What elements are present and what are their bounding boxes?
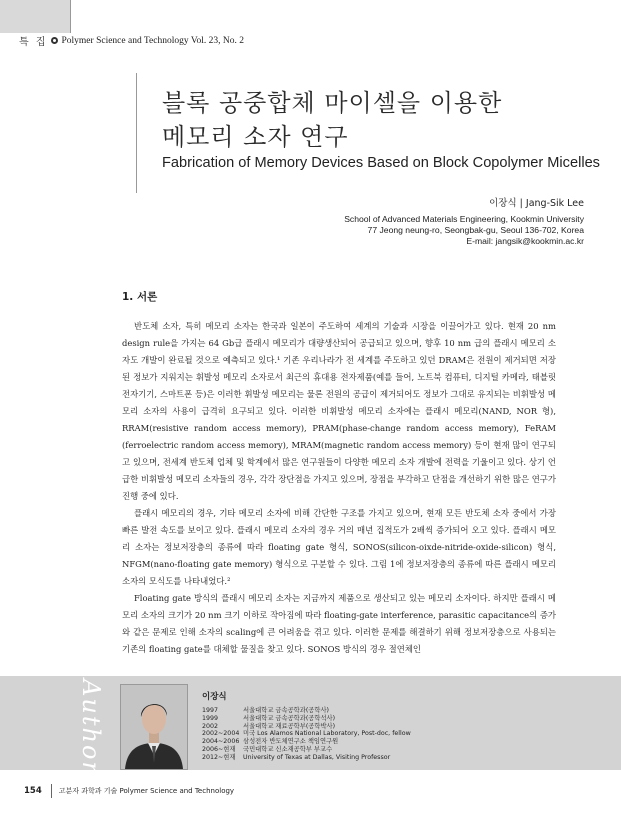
- page-number: 154: [24, 786, 42, 796]
- bio-year: 1999: [202, 714, 219, 722]
- bio-text: University of Texas at Dallas, Visiting Professor: [243, 753, 391, 761]
- paragraph: 반도체 소자, 특히 메모리 소자는 한국과 일본이 주도하여 세계의 기술과 시장을 이끌어가고 있다. 현재 20 nm design rule을 가지는 64 Gb급 플래시 메모리가 대량생산되어 공급되고 있으며, 향후 10 nm 급의 플래시 메모리 소자도 개발이 완료될 것으로 예측되고 있다.¹ 기존 우리나라가 전 세계를 주도하고 있던 DRAM은 전원이 제거되면 저장된 정보가 지워지는 휘발성 메모리 소자로서 최근의 휴대용 전자제품(예를 들어, 노트북 컴퓨터, 디지털 카메라, 태블릿 전자기기, 스마트폰 등)은 이러한 휘발성 메모리는 물론 전원의 공급이 제거되어도 정보가 그대로 유지되는 비휘발성 메모리 소자의 사용이 급격히 요구되고 있다. 이러한 비휘발성 메모리 소자에는 플래시 메모리(NAND, NOR 형), RRAM(resistive random access memory), PRAM(phase-change random access memory), FeRAM (ferroelectric random access memory), MRAM(magnetic random access memory) 등이 현재 많이 연구되고 있으며, 전세계 반도체 업체 및 학계에서 많은 연구원들이 다양한 메모리 소자 개발에 전력을 기울이고 있다. 상기 언급한 비휘발성 메모리 소자들의 경우, 각각 장단점을 가지고 있으며, 장점을 부각하고 단점을 개선하기 위한 많은 연구가 진행 중에 있다.: [122, 321, 556, 501]
- affiliation: [344, 214, 584, 247]
- journal-name: Polymer Science and Technology Vol. 23, No. 2: [61, 35, 244, 46]
- bio-text: 서울대학교 금속공학과(공학석사): [243, 714, 336, 722]
- author-email: E-mail: jangsik@kookmin.ac.kr: [466, 236, 584, 246]
- title-accent-line: [136, 73, 137, 193]
- title-korean: [162, 86, 502, 154]
- title-english: Fabrication of Memory Devices Based on Block Copolymer Micelles: [162, 155, 600, 171]
- body-text: [122, 318, 556, 658]
- bio-text: 미국 Los Alamos National Laboratory, Post-doc, fellow: [243, 730, 411, 738]
- affiliation-line2: 77 Jeong neung-ro, Seongbak-gu, Seoul 136-702, Korea: [367, 225, 584, 235]
- paragraph: Floating gate 방식의 플래시 메모리 소자는 지금까지 제품으로 생산되고 있는 메모리 소자이다. 하지만 플래시 메모리 소자의 크기가 20 nm 크기 이하로 작아짐에 따라 floating-gate interference, parasitic capacitance의 증가와 같은 문제로 인해 소자의 scaling에 큰 어려움을 겪고 있다. 이러한 문제를 해결하기 위해 정보저장층으로 사용되는 기존의 floating gate를 대체할 물질을 찾고 있다. SONOS 방식의 경우 절연체인: [122, 593, 556, 654]
- footer-journal-title: 고분자 과학과 기술 Polymer Science and Technology: [58, 787, 235, 795]
- title-korean-line1: 블록 공중합체 마이셀을 이용한: [162, 89, 503, 117]
- bio-year: 2012~현재: [202, 753, 236, 761]
- author-name-en: Jang-Sik Lee: [525, 198, 584, 209]
- bio-row: [202, 746, 411, 754]
- bio-text: 서울대학교 재료공학부(공학박사): [243, 722, 336, 730]
- section-label: 특 집: [19, 37, 48, 48]
- bio-row: [202, 715, 411, 723]
- bio-year: 2002: [202, 722, 219, 730]
- author-label-text: Author: [76, 679, 105, 775]
- header-tab-divider: [70, 0, 71, 33]
- running-header: [19, 33, 244, 48]
- author-name-ko: 이장식: [489, 198, 517, 209]
- author-portrait-icon: [121, 685, 187, 769]
- bio-text: 삼성전자 반도체연구소 책임연구원: [243, 738, 339, 746]
- bio-row: [202, 754, 411, 762]
- bio-text: 국민대학교 신소재공학부 부교수: [243, 745, 333, 753]
- author-byline: [489, 195, 584, 209]
- page-footer: [24, 784, 234, 798]
- header-tab-block: [0, 0, 70, 33]
- bio-author-name: 이장식: [202, 692, 227, 702]
- bio-year: 2002~2004: [202, 730, 240, 738]
- author-photo: [120, 684, 188, 770]
- section-heading: 1. 서론: [122, 291, 158, 303]
- bio-year: 2004~2006: [202, 738, 240, 746]
- ring-bullet-icon: [51, 37, 58, 44]
- bio-row: [202, 738, 411, 746]
- bio-year: 1997: [202, 707, 219, 714]
- affiliation-line1: School of Advanced Materials Engineering, Kookmin University: [344, 214, 584, 224]
- bio-row: [202, 707, 411, 715]
- footer-divider: [51, 784, 52, 798]
- title-korean-line2: 메모리 소자 연구: [162, 123, 349, 151]
- bio-list: [202, 707, 411, 762]
- bio-text: 서울대학교 금속공학과(공학사): [243, 707, 329, 714]
- paragraph: 플래시 메모리의 경우, 기타 메모리 소자에 비해 간단한 구조를 가지고 있으며, 현재 모든 반도체 소자 중에서 가장 빠른 발전 속도를 보이고 있다. 플래시 메모리 소자의 경우 거의 매년 집적도가 2배씩 증가되어 오고 있다. 플래시 메모리 소자는 정보저장층의 종류에 따라 floating gate 형식, SONOS(silicon-oixde-nitride-oxide-silicon) 형식, NFGM(nano-floating gate memory) 형식으로 구분할 수 있다. 그림 1에 정보저장층의 종류에 따른 플래시 메모리 소자의 모식도를 나타내었다.²: [122, 508, 556, 586]
- bio-year: 2006~현재: [202, 745, 236, 753]
- author-separator: |: [519, 198, 523, 209]
- author-vertical-label: [63, 679, 118, 775]
